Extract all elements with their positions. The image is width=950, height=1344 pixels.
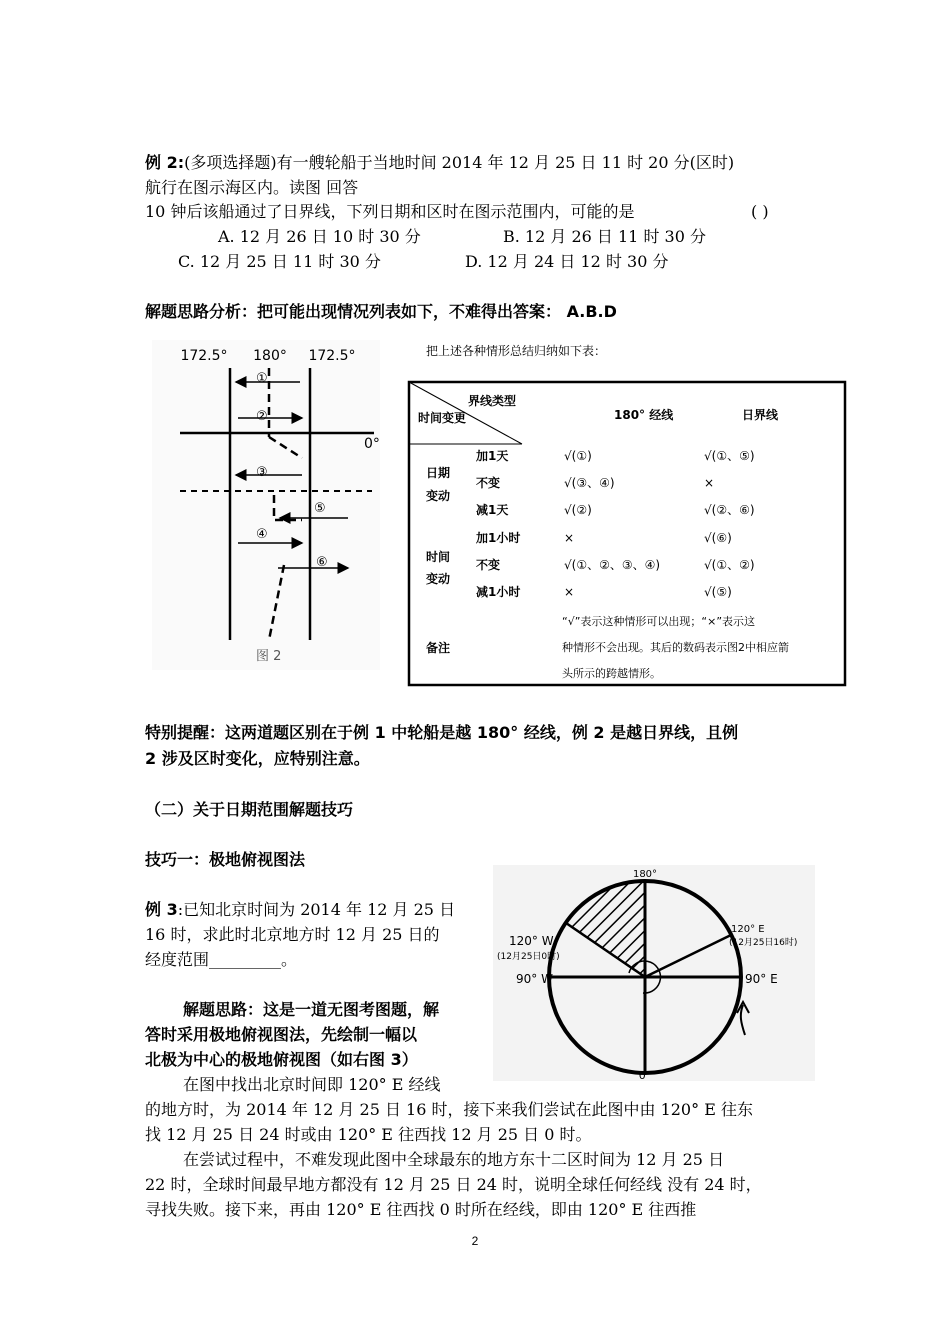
table-row-180: × bbox=[564, 531, 575, 545]
para-line3: 找 12 月 25 日 24 时或由 120° E 往西找 12 月 25 日 0 时。 bbox=[145, 1125, 592, 1144]
figure-2-caption: 图 2 bbox=[256, 649, 282, 664]
label-120w-time: (12月25日0时) bbox=[497, 952, 560, 962]
para-line1: 在图中找出北京时间即 120° E 经线 bbox=[183, 1075, 441, 1094]
table-row-dateline: × bbox=[704, 476, 715, 490]
table-row-dateline: √(②、⑥) bbox=[704, 503, 755, 517]
table-row-item: 加1小时 bbox=[476, 531, 521, 545]
example3-line1: 例 3:已知北京时间为 2014 年 12 月 25 日 bbox=[145, 900, 456, 919]
table-intro: 把上述各种情形总结归纳如下表： bbox=[426, 344, 607, 358]
lon-label-right: 172.5° bbox=[308, 348, 356, 364]
table-row-item: 减1天 bbox=[476, 503, 509, 517]
lon-label-left: 172.5° bbox=[180, 348, 228, 364]
option-b: B. 12 月 26 日 11 时 30 分 bbox=[503, 227, 706, 246]
page-number: 2 bbox=[471, 1234, 479, 1248]
table-row-dateline: √(①、②) bbox=[704, 558, 755, 572]
table-row-180: √(②) bbox=[564, 503, 592, 517]
table-row-dateline: √(⑤) bbox=[704, 585, 732, 599]
arrow-6-label: ⑥ bbox=[316, 555, 328, 570]
table-row-180: √(③、④) bbox=[564, 476, 615, 490]
analysis-text: 解题思路分析：把可能出现情况列表如下，不难得出答案： A.B.D bbox=[145, 302, 617, 321]
arrow-4-label: ④ bbox=[256, 527, 268, 542]
example3-line2: 16 时，求此时北京地方时 12 月 25 日的 bbox=[145, 925, 440, 944]
table-border bbox=[409, 382, 845, 685]
para-line2: 的地方时，为 2014 年 12 月 25 日 16 时，接下来我们尝试在此图中由 120° E 往东 bbox=[145, 1100, 753, 1119]
table-row-dateline: √(①、⑤) bbox=[704, 449, 755, 463]
option-d: D. 12 月 24 日 12 时 30 分 bbox=[465, 252, 669, 271]
para-line4: 在尝试过程中，不难发现此图中全球最东的地方东十二区时间为 12 月 25 日 bbox=[183, 1150, 725, 1169]
col-header-dateline: 日界线 bbox=[742, 408, 779, 422]
example2-line3: 10 钟后该船通过了日界线，下列日期和区时在图示范围内，可能的是 ( ) bbox=[145, 202, 769, 221]
label-90w: 90° W bbox=[516, 972, 553, 986]
table-row-180: × bbox=[564, 585, 575, 599]
svg-text:日期: 日期 bbox=[426, 466, 451, 480]
col-header-180: 180° 经线 bbox=[614, 408, 674, 422]
label-0: 0° bbox=[638, 1069, 652, 1081]
solution-line2: 答时采用极地俯视图法，先绘制一幅以 bbox=[145, 1025, 418, 1044]
solution-line1: 解题思路：这是一道无图考图题，解 bbox=[183, 1000, 440, 1019]
example3-line3: 经度范围_________。 bbox=[145, 950, 298, 969]
example2-label: 例 2: bbox=[145, 153, 185, 172]
solution-line3: 北极为中心的极地俯视图（如右图 3） bbox=[145, 1050, 418, 1069]
section-heading: （二）关于日期范围解题技巧 bbox=[145, 800, 354, 819]
header-time-change: 时间变更 bbox=[418, 411, 467, 425]
figure-3-polar-view bbox=[493, 865, 815, 1081]
note-line-3: 头所示的跨越情形。 bbox=[562, 667, 661, 680]
arrow-2-label: ② bbox=[256, 409, 268, 424]
table-row-item: 不变 bbox=[476, 558, 501, 572]
answer-bracket: ( ) bbox=[751, 202, 769, 221]
example2-line1: 例 2:(多项选择题)有一艘轮船于当地时间 2014 年 12 月 25 日 11 时 20 分(区时) bbox=[145, 153, 735, 172]
figure-2-diagram bbox=[152, 340, 380, 670]
table-row-item: 加1天 bbox=[476, 449, 509, 463]
label-120e-time: (12月25日16时) bbox=[729, 938, 798, 948]
table-row-180: √(①、②、③、④) bbox=[564, 558, 661, 572]
group-date: 变动 bbox=[426, 489, 451, 503]
note-line-2: 种情形不会出现。其后的数码表示图2中相应箭 bbox=[562, 641, 789, 654]
para-line5: 22 时，全球时间最早地方都没有 12 月 25 日 24 时，说明全球任何经线 没有 24 时， bbox=[145, 1175, 762, 1194]
header-line-type: 界线类型 bbox=[468, 394, 517, 408]
table-row-item: 减1小时 bbox=[476, 585, 521, 599]
lon-label-mid: 180° bbox=[253, 348, 287, 364]
label-180: 180° bbox=[632, 869, 658, 880]
label-120e: 120° E bbox=[731, 924, 765, 935]
reminder-line1: 特别提醒：这两道题区别在于例 1 中轮船是越 180° 经线，例 2 是越日界线，且例 bbox=[145, 723, 739, 742]
option-c: C. 12 月 25 日 11 时 30 分 bbox=[178, 252, 381, 271]
reminder-line2: 2 涉及区时变化，应特别注意。 bbox=[145, 749, 370, 768]
label-90e: 90° E bbox=[745, 972, 778, 986]
table-row-180: √(①) bbox=[564, 449, 592, 463]
para-line6: 寻找失败。接下来，再由 120° E 往西找 0 时所在经线，即由 120° E 往西推 bbox=[145, 1200, 697, 1219]
arrow-3-label: ③ bbox=[256, 465, 268, 480]
tip-heading: 技巧一：极地俯视图法 bbox=[145, 850, 306, 869]
arrow-5-label: ⑤ bbox=[314, 501, 326, 516]
note-label: 备注 bbox=[426, 641, 451, 655]
arrow-1-label: ① bbox=[256, 371, 268, 386]
table-row-item: 不变 bbox=[476, 476, 501, 490]
svg-text:时间: 时间 bbox=[426, 550, 451, 564]
option-a: A. 12 月 26 日 10 时 30 分 bbox=[218, 227, 421, 246]
example2-line2: 航行在图示海区内。读图 回答 bbox=[145, 178, 359, 197]
note-line-1: “√”表示这种情形可以出现；“×”表示这 bbox=[562, 615, 756, 628]
example3-label: 例 3 bbox=[145, 900, 178, 919]
group-time: 变动 bbox=[426, 572, 451, 586]
label-120w: 120° W bbox=[509, 934, 554, 948]
summary-table bbox=[404, 340, 850, 692]
equator-label: 0° bbox=[364, 436, 380, 452]
table-row-dateline: √(⑥) bbox=[704, 531, 732, 545]
